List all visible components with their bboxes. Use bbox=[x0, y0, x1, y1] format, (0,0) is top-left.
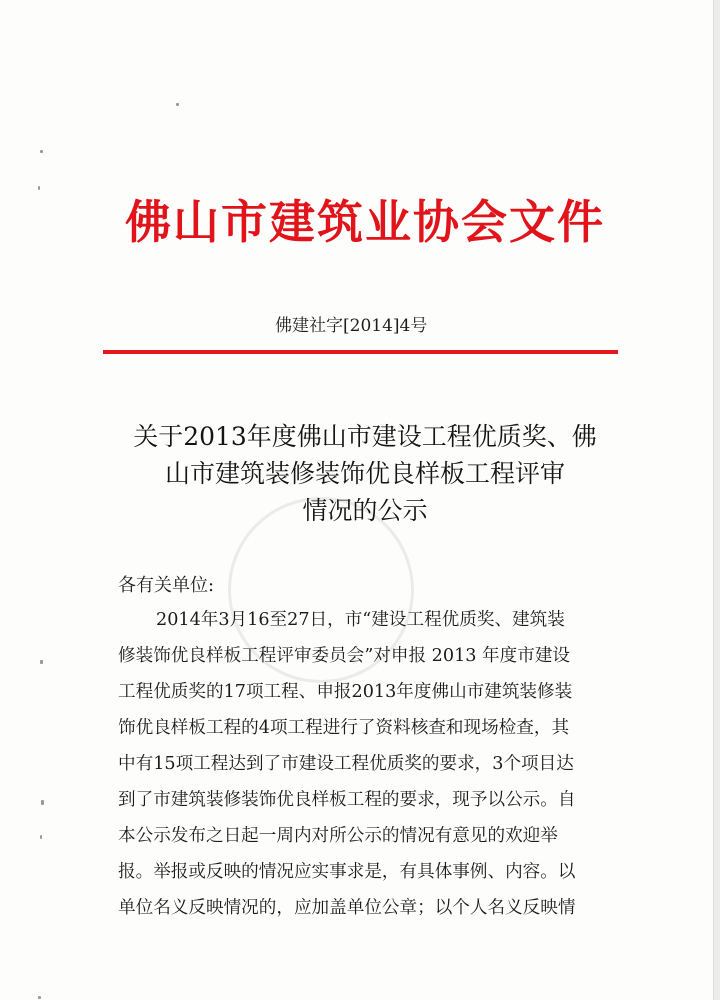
notice-title-line: 山市建筑装修装饰优良样板工程评审 bbox=[164, 459, 565, 488]
scan-speck bbox=[40, 660, 43, 664]
scan-speck bbox=[38, 996, 41, 999]
notice-title-line: 情况的公示 bbox=[302, 496, 428, 525]
body-line: 工程优质奖的17项工程、申报2013年度佛山市建筑装修装 bbox=[118, 682, 573, 702]
scan-speck bbox=[41, 800, 44, 805]
document-number: 佛建社字[2014]4号 bbox=[275, 316, 428, 336]
header-divider bbox=[103, 350, 618, 354]
body-line: 饰优良样板工程的4项工程进行了资料核查和现场检查，其 bbox=[118, 718, 570, 738]
notice-body bbox=[118, 602, 608, 926]
scan-speck bbox=[40, 150, 43, 153]
body-line: 本公示发布之日起一周内对所公示的情况有意见的欢迎举 bbox=[118, 826, 558, 846]
page-edge bbox=[713, 0, 720, 1000]
scan-speck bbox=[40, 835, 42, 839]
body-line: 2014年3月16至27日，市“建设工程优质奖、建筑装 bbox=[156, 610, 565, 630]
body-line: 中有15项工程达到了市建设工程优质奖的要求，3个项目达 bbox=[118, 754, 574, 774]
body-line: 修装饰优良样板工程评审委员会”对申报 2013 年度市建设 bbox=[118, 646, 571, 666]
notice-title bbox=[105, 418, 625, 529]
notice-title-line: 关于2013年度佛山市建设工程优质奖、佛 bbox=[133, 422, 597, 451]
body-line: 到了市建筑装修装饰优良样板工程的要求，现予以公示。自 bbox=[118, 790, 576, 810]
scan-speck bbox=[176, 103, 179, 106]
document-header-title: 佛山市建筑业协会文件 bbox=[125, 195, 605, 249]
salutation: 各有关单位: bbox=[118, 575, 215, 596]
body-line: 单位名义反映情况的，应加盖单位公章；以个人名义反映情 bbox=[118, 898, 576, 918]
scan-speck bbox=[38, 186, 40, 190]
body-line: 报。举报或反映的情况应实事求是，有具体事例、内容。以 bbox=[118, 862, 576, 882]
